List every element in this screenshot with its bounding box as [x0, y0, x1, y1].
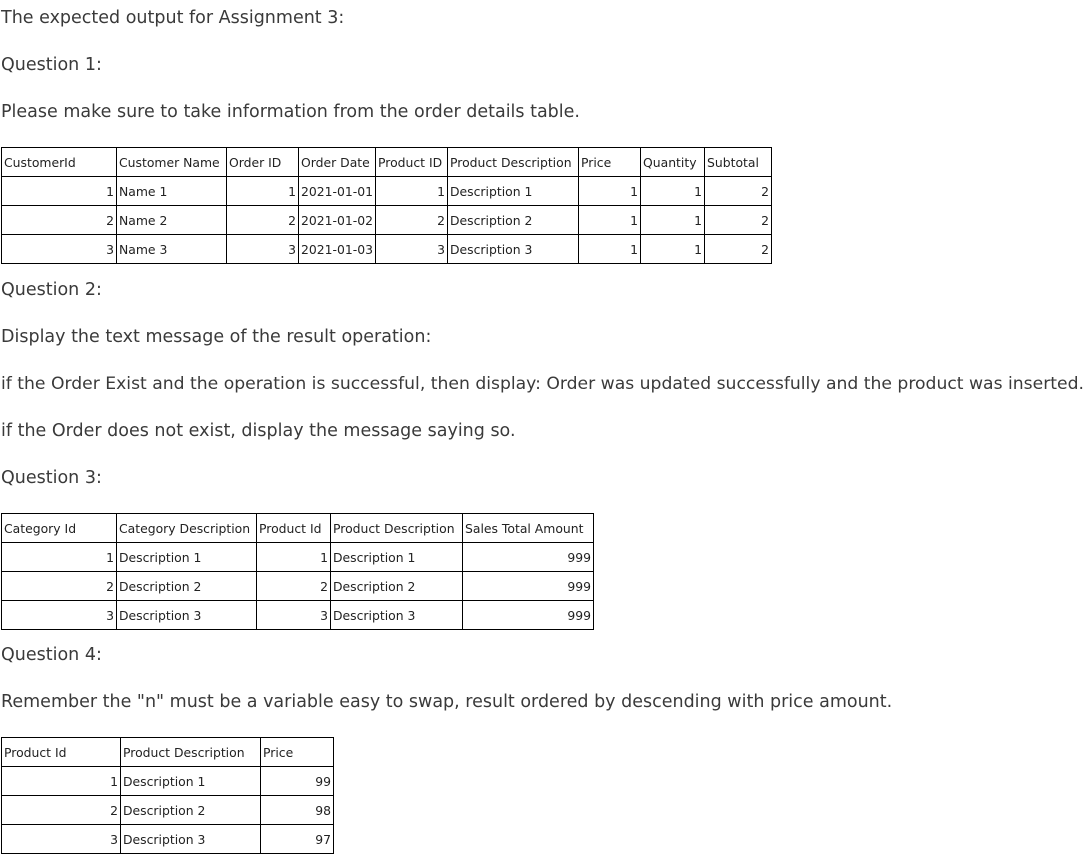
- table-cell: 3: [2, 825, 121, 854]
- column-header: Order ID: [227, 148, 299, 177]
- table-cell: 1: [376, 177, 448, 206]
- table-cell: 3: [2, 235, 117, 264]
- table-row: [2, 543, 594, 572]
- table-row: [2, 572, 594, 601]
- table-cell: Description 2: [448, 206, 579, 235]
- table-cell: 1: [641, 177, 705, 206]
- column-header: Customer Name: [117, 148, 227, 177]
- question-4-note: Remember the "n" must be a variable easy to swap, result ordered by descending with price amount.: [1, 692, 893, 712]
- column-header: Price: [261, 738, 334, 767]
- table-cell: 3: [2, 601, 117, 630]
- question-1-heading: Question 1:: [1, 55, 102, 75]
- table-cell: 1: [257, 543, 331, 572]
- table-header-row: [2, 738, 334, 767]
- table-cell: 1: [641, 235, 705, 264]
- table-cell: Description 2: [121, 796, 261, 825]
- table-cell: Description 3: [331, 601, 463, 630]
- table-cell: Name 2: [117, 206, 227, 235]
- table-cell: 2: [705, 177, 772, 206]
- column-header: Product Description: [448, 148, 579, 177]
- table-row: [2, 177, 772, 206]
- question-3-table: [1, 513, 594, 630]
- table-cell: 2: [705, 235, 772, 264]
- table-cell: Name 1: [117, 177, 227, 206]
- table-cell: 1: [579, 206, 641, 235]
- table-row: [2, 235, 772, 264]
- question-2-line-2: if the Order Exist and the operation is successful, then display: Order was updated successfully and the product was inserted.: [1, 374, 1084, 394]
- column-header: Quantity: [641, 148, 705, 177]
- table-row: [2, 601, 594, 630]
- question-4-heading: Question 4:: [1, 645, 102, 665]
- column-header: Subtotal: [705, 148, 772, 177]
- table-cell: Description 3: [121, 825, 261, 854]
- table-cell: 1: [2, 177, 117, 206]
- question-2-heading: Question 2:: [1, 280, 102, 300]
- column-header: Price: [579, 148, 641, 177]
- table-cell: 1: [641, 206, 705, 235]
- column-header: Product Description: [121, 738, 261, 767]
- table-cell: Description 2: [331, 572, 463, 601]
- table-cell: 3: [227, 235, 299, 264]
- table-cell: 2: [2, 796, 121, 825]
- table-row: [2, 767, 334, 796]
- column-header: Product Id: [2, 738, 121, 767]
- column-header: Sales Total Amount: [463, 514, 594, 543]
- table-cell: Description 2: [117, 572, 257, 601]
- table-cell: 3: [376, 235, 448, 264]
- table-cell: 2021-01-03: [299, 235, 376, 264]
- table-cell: 2: [376, 206, 448, 235]
- table-cell: 2021-01-02: [299, 206, 376, 235]
- table-cell: 1: [2, 543, 117, 572]
- table-cell: 2: [257, 572, 331, 601]
- column-header: Category Id: [2, 514, 117, 543]
- table-header-row: [2, 148, 772, 177]
- question-2-line-1: Display the text message of the result operation:: [1, 327, 432, 347]
- table-row: [2, 206, 772, 235]
- table-cell: 999: [463, 601, 594, 630]
- question-4-table: [1, 737, 334, 854]
- column-header: Order Date: [299, 148, 376, 177]
- table-cell: Description 1: [117, 543, 257, 572]
- table-cell: Description 1: [121, 767, 261, 796]
- column-header: CustomerId: [2, 148, 117, 177]
- table-cell: Description 3: [448, 235, 579, 264]
- table-cell: Description 1: [448, 177, 579, 206]
- question-2-line-3: if the Order does not exist, display the message saying so.: [1, 421, 516, 441]
- table-cell: 3: [257, 601, 331, 630]
- table-cell: Description 1: [331, 543, 463, 572]
- table-cell: 999: [463, 543, 594, 572]
- table-cell: 999: [463, 572, 594, 601]
- table-cell: 97: [261, 825, 334, 854]
- table-cell: 2021-01-01: [299, 177, 376, 206]
- document-title: The expected output for Assignment 3:: [1, 8, 345, 28]
- table-cell: Description 3: [117, 601, 257, 630]
- table-cell: 1: [579, 235, 641, 264]
- table-cell: 1: [2, 767, 121, 796]
- column-header: Product Description: [331, 514, 463, 543]
- table-cell: 98: [261, 796, 334, 825]
- column-header: Product Id: [257, 514, 331, 543]
- table-cell: 1: [579, 177, 641, 206]
- table-cell: 2: [227, 206, 299, 235]
- column-header: Category Description: [117, 514, 257, 543]
- table-cell: 2: [2, 572, 117, 601]
- table-row: [2, 796, 334, 825]
- table-cell: 2: [2, 206, 117, 235]
- question-1-note: Please make sure to take information from the order details table.: [1, 102, 580, 122]
- table-row: [2, 825, 334, 854]
- table-cell: 1: [227, 177, 299, 206]
- question-1-table: [1, 147, 772, 264]
- table-cell: 99: [261, 767, 334, 796]
- table-cell: Name 3: [117, 235, 227, 264]
- table-cell: 2: [705, 206, 772, 235]
- column-header: Product ID: [376, 148, 448, 177]
- table-header-row: [2, 514, 594, 543]
- question-3-heading: Question 3:: [1, 468, 102, 488]
